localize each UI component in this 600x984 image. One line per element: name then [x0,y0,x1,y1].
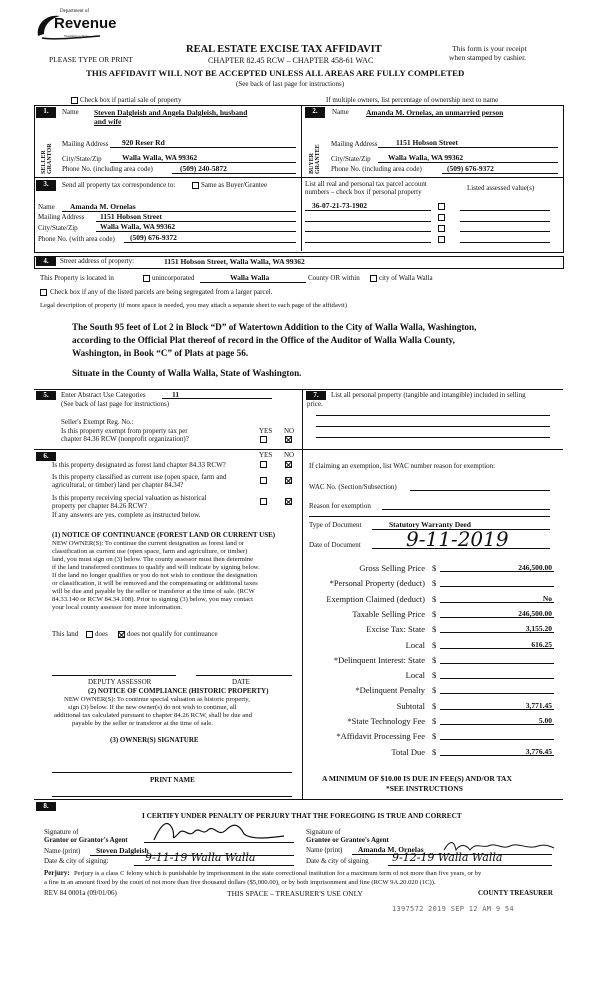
buyer-city: Walla Walla, WA 99362 [388,153,464,162]
grantor-signature [148,818,288,846]
corr-phone-label: Phone No. (with area code) [38,235,115,243]
parcel-header-1: List all real and personal tax parcel account [305,180,427,188]
legal-description-line-3: Washington, in Book “C” of Plats at page 56. [72,348,249,358]
calc-row-label: *Affidavit Processing Fee [336,731,425,741]
complete-instructions: If any answers are yes, complete as instructed below. [52,511,201,519]
calc-row-label: *Personal Property (deduct) [329,578,425,588]
calc-row-label: Excise Tax: State [366,624,425,634]
calc-row-label: *Delinquent Interest: State [333,655,425,665]
exempt-no-header: NO [284,427,295,435]
perjury-label: Perjury: [44,869,70,877]
seller-phone-label: Phone No. (including area code) [62,165,153,173]
calc-row-label: Taxable Selling Price [352,609,425,619]
receipt-note-1: This form is your receipt [452,44,527,53]
seller-city-label: City/State/Zip [62,155,102,163]
land-does-not-label: does not qualify for continuance [127,630,218,638]
seller-name: Steven Dalgleish and Angela Dalgleish, husband [94,108,248,117]
buyer-name-label: Name [332,108,349,116]
exemption-reason-label: Reason for exemption [309,502,371,510]
current-use-question-2: agricultural, or timber) land per chapter 84.34? [52,481,184,489]
grantee-date-city: 9-12-19 Walla Walla [392,851,503,864]
grantee-date-label: Date & city of signing [306,857,369,865]
corr-name-label: Name [38,203,55,211]
parcel-1-checkbox[interactable] [438,203,445,210]
grantee-name: Amanda M. Ornelas [358,845,424,854]
calc-row-dollar: $ [432,578,437,588]
historic-yes-checkbox[interactable] [260,498,267,505]
calc-row-underline [440,739,554,740]
deputy-assessor-label: DEPUTY ASSESSOR [88,678,152,686]
segregated-label: Check box if any of the listed parcels are being segregated from a larger parcel. [50,288,273,296]
historic-question-1: Is this property receiving special valuation as historical [52,494,207,502]
calc-row-dollar: $ [432,731,437,741]
buyer-phone: (509) 676-9372 [447,164,494,173]
notice-compliance-title: (2) NOTICE OF COMPLIANCE (HISTORIC PROPERTY) [88,687,269,695]
notice-continuance-l8: 84.33.140 or RCW 84.34.108). Prior to signing (3) below, you may contact [52,596,253,603]
calc-row-value: 246,500.00 [518,609,552,618]
receipt-note-2: when stamped by cashier. [449,53,527,62]
calc-row-label: Local [405,640,425,650]
partial-sale-label: Check box if partial sale of property [80,96,182,104]
see-instructions-note: *SEE INSTRUCTIONS [386,784,463,793]
city-of-label: city of Walla Walla [379,274,433,282]
corr-address-label: Mailing Address [38,213,85,221]
corr-name: Amanda M. Ornelas [70,202,136,211]
doc-date-label: Date of Document [309,541,361,549]
buyer-city-label: City/State/Zip [331,155,371,163]
notice-continuance-l2: classification as current use (open space, farm and agriculture, or timber) [52,548,248,555]
partial-sale-checkbox[interactable] [71,97,78,104]
parcel-3-checkbox[interactable] [438,225,445,232]
notice-continuance-l9: your local county assessor for more information. [52,604,183,611]
treasurer-stamp: 1397572 2019 SEP 12 AM 9 54 [392,905,514,913]
calc-row-label: Exemption Claimed (deduct) [326,594,425,604]
parcel-number: 36-07-21-73-1902 [312,201,367,210]
multiple-owners-note: If multiple owners, list percentage of ownership next to name [326,96,499,104]
seller-phone: (509) 240-5872 [180,164,227,173]
abstract-use-label: Enter Abstract Use Categories [61,391,146,399]
buyer-name: Amanda M. Ornelas, an unmarried person [366,108,504,117]
calc-row-dollar: $ [432,563,437,573]
corr-phone: (509) 676-9372 [130,233,177,242]
calc-row-label: Gross Selling Price [359,563,425,573]
please-type-note: PLEASE TYPE OR PRINT [49,55,133,64]
s6-no-header: NO [284,451,295,459]
section-8-number: 8. [36,802,56,811]
notice-continuance-l7: will be due and payable by the seller or transferor at the time of sale. (RCW [52,588,255,595]
personal-property-label-2: price. [307,400,323,408]
form-warning: THIS AFFIDAVIT WILL NOT BE ACCEPTED UNLESS ALL AREAS ARE FULLY COMPLETED [86,68,465,78]
deputy-date-label: DATE [232,678,250,686]
s6-yes-header: YES [259,451,273,459]
current-use-question-1: Is this property classified as current use (open space, farm and [52,473,227,481]
notice-compliance-l2: sign (3) below. If the new owner(s) do not wish to continue, all [68,704,237,711]
calc-row-dollar: $ [432,609,437,619]
calc-row-value: 616.25 [531,640,552,649]
grantor-name-label: Name (print) [44,847,81,855]
legal-description-line-1: The South 95 feet of Lot 2 in Block “D” of Watertown Addition to the City of Walla Walla, Washington, [72,322,477,332]
correspondence-label: Send all property tax correspondence to: [62,181,176,189]
calc-row-label: *State Technology Fee [347,716,425,726]
section-2-number: 2. [305,107,325,118]
calc-row-underline [440,724,554,725]
calc-row-dollar: $ [432,624,437,634]
grantee-name-label: Name (print) [306,846,343,854]
street-address: 1151 Hobson Street, Walla Walla, WA 99362 [164,257,305,266]
calc-row-dollar: $ [432,685,437,695]
seller-address-label: Mailing Address [62,140,109,148]
calc-row-value: 5.00 [538,716,552,725]
legal-description-label: Legal description of property (if more space is needed, you may attach a separate sheet to each page of the affidavit) [40,302,347,309]
calc-row-underline [440,709,554,710]
unincorporated-label: unincorporated [152,274,195,282]
parcel-header-2: numbers – check box if personal property [305,188,422,196]
calc-row-value: 3,771.45 [525,701,552,710]
calc-row-value: 3,155.20 [525,624,552,633]
calc-row-dollar: $ [432,594,437,604]
corr-city: Walla Walla, WA 99362 [100,222,176,231]
calc-row-underline [440,602,554,603]
forest-no-checkbox[interactable] [285,461,292,468]
calc-row-underline [440,586,554,587]
current-use-no-checkbox[interactable] [285,477,292,484]
notice-continuance-l3: land, you must sign on (3) below. The county assessor must then determine [52,556,254,563]
situate-statement: Situate in the County of Walla Walla, State of Washington. [72,368,302,378]
wac-label: WAC No. (Section/Subsection) [309,483,397,491]
abstract-instructions: (See back of last page for instructions) [61,400,170,408]
calc-row-dollar: $ [432,747,437,757]
seller-grantor-label: SELLER GRANTOR [41,143,53,174]
calc-row-underline [440,693,554,694]
grantor-signature-label-1: Signature of [44,828,79,836]
notice-continuance-l6: or classification, it will be removed and the compensating or additional taxes [52,580,258,587]
segregated-checkbox[interactable] [40,289,47,296]
calc-row-underline [440,678,554,679]
minimum-fee-note: A MINIMUM OF $10.00 IS DUE IN FEE(S) AND/OR TAX [322,774,512,783]
unincorporated-checkbox[interactable] [143,275,150,282]
section-3-number: 3. [36,180,56,191]
calc-row-underline [440,755,554,756]
land-does-not-checkbox[interactable] [118,631,125,638]
county-or-label: County OR within [308,274,360,282]
exempt-question-line-1: Is this property exempt from property tax per [61,427,188,435]
buyer-address-label: Mailing Address [331,140,378,148]
calc-row-dollar: $ [432,701,437,711]
calc-row-dollar: $ [432,716,437,726]
land-does-checkbox[interactable] [86,631,93,638]
exempt-yes-header: YES [259,427,273,435]
current-use-yes-checkbox[interactable] [260,477,267,484]
exempt-question-line-2: chapter 84.36 RCW (nonprofit organization)? [61,435,189,443]
calc-row-value: No [542,594,552,603]
county-name: Walla Walla [230,273,270,282]
calc-row-underline [440,571,554,572]
notice-continuance-l4: if the land transferred continues to qualify and will indicate by signing below. [52,564,260,571]
buyer-phone-label: Phone No. (including area code) [331,165,422,173]
calc-row-label: Subtotal [396,701,425,711]
parcel-4-checkbox[interactable] [438,236,445,243]
notice-continuance-l5: If the land no longer qualifies or you do not wish to continue the designation [52,572,258,579]
grantee-signature-label-1: Signature of [306,828,341,836]
personal-property-label-1: List all personal property (tangible and intangible) included in selling [331,391,526,399]
notice-continuance-l1: NEW OWNER(S): To continue the current designation as forest land or [52,540,245,547]
located-label: This Property is located in [40,274,114,282]
forest-land-question: Is this property designated as forest land chapter 84.33 RCW? [52,461,226,469]
exempt-no-checkbox[interactable] [285,436,292,443]
street-address-label: Street address of property: [60,257,135,265]
calc-row-label: Total Due [391,747,425,757]
calc-row-label: *Delinquent Penalty [355,685,425,695]
grantor-name: Steven Dalgleish [96,846,149,855]
exempt-reg-label: Seller's Exempt Reg. No.: [61,418,134,426]
corr-address: 1151 Hobson Street [100,212,162,221]
treasurer-use-only: THIS SPACE – TREASURER'S USE ONLY [227,889,363,898]
section-7-number: 7. [306,391,326,400]
section-6-number: 6. [36,452,56,461]
county-treasurer-label: COUNTY TREASURER [478,889,553,897]
calc-row-dollar: $ [432,640,437,650]
calc-row-value: 246,500.00 [518,563,552,572]
notice-continuance-title: (1) NOTICE OF CONTINUANCE (FOREST LAND OR CURRENT USE) [52,531,276,539]
certify-statement: I CERTIFY UNDER PENALTY OF PERJURY THAT THE FOREGOING IS TRUE AND CORRECT [142,811,462,820]
doc-type: Statutory Warranty Deed [389,520,471,529]
seller-name-cont: and wife [94,117,122,126]
calc-row-underline [440,632,554,633]
form-title: REAL ESTATE EXCISE TAX AFFIDAVIT [186,44,382,55]
notice-compliance-l3: additional tax calculated pursuant to chapter 84.26 RCW, shall be due and [54,712,252,719]
see-back-note: (See back of last page for instructions) [236,80,345,88]
form-revision: REV 84 0001a (09/01/06) [44,889,117,897]
perjury-text-1: Perjury is a class C felony which is punishable by imprisonment in the state correctional institution for a maximum term of not more than five years, or by [74,870,482,877]
section-1-number: 1. [36,107,56,118]
form-chapter: CHAPTER 82.45 RCW – CHAPTER 458-61 WAC [208,56,374,65]
buyer-address: 1151 Hobson Street [396,138,458,147]
assessed-value-header: Listed assessed value(s) [467,184,535,192]
revenue-logo: Department of Revenue Washington State [34,10,104,44]
buyer-grantee-label: BUYER GRANTEE [309,144,321,174]
grantor-date-label: Date & city of signing: [44,857,109,865]
notice-compliance-l4: payable by the seller or transferor at the time of sale. [72,720,213,727]
print-name-label: PRINT NAME [150,776,195,784]
forest-yes-checkbox[interactable] [260,461,267,468]
abstract-use-category: 11 [172,390,180,399]
calc-row-underline [440,663,554,664]
calc-row-dollar: $ [432,655,437,665]
seller-address: 920 Reser Rd [122,138,165,147]
seller-name-label: Name [62,108,79,116]
calc-row-underline [440,648,554,649]
grantor-signature-label-2: Grantor or Grantor's Agent [44,836,128,844]
exempt-yes-checkbox[interactable] [260,436,267,443]
section-5-number: 5. [36,391,56,400]
seller-city: Walla Walla, WA 99362 [122,153,198,162]
calc-row-dollar: $ [432,670,437,680]
calc-row-underline [440,617,554,618]
section-4-number: 4. [36,257,56,266]
calc-row-label: Local [405,670,425,680]
historic-no-checkbox[interactable] [285,498,292,505]
doc-date: 9-11-2019 [406,527,509,551]
city-checkbox[interactable] [370,275,377,282]
grantee-signature-label-2: Grantee or Grantee's Agent [306,836,389,844]
corr-city-label: City/State/Zip [38,224,78,232]
land-does-label: does [95,630,108,638]
perjury-text-2: a fine in an amount fixed by the court of not more than five thousand dollars ($5,000.00), or by both imprisonment and fine (RCW 9A.20.020 (1C)). [44,879,436,886]
same-as-buyer-label: Same as Buyer/Grantee [201,181,268,189]
notice-compliance-l1: NEW OWNER(S): To continue special valuation as historic property, [64,696,250,703]
owner-signature-title: (3) OWNER(S) SIGNATURE [110,736,199,744]
parcel-2-checkbox[interactable] [438,214,445,221]
calc-row-value: 3,776.45 [525,747,552,756]
historic-question-2: property per chapter 84.26 RCW? [52,502,148,510]
grantor-date-city: 9-11-19 Walla Walla [145,851,256,864]
land-qualify-label: This land [52,630,79,638]
same-as-buyer-checkbox[interactable] [192,182,199,189]
legal-description-line-2: according to the Official Plat thereof of record in the Office of the Auditor of Walla Walla County, [72,335,455,345]
doc-type-label: Type of Document [309,521,362,529]
exemption-claim-label: If claiming an exemption, list WAC number reason for exemption: [309,462,496,470]
